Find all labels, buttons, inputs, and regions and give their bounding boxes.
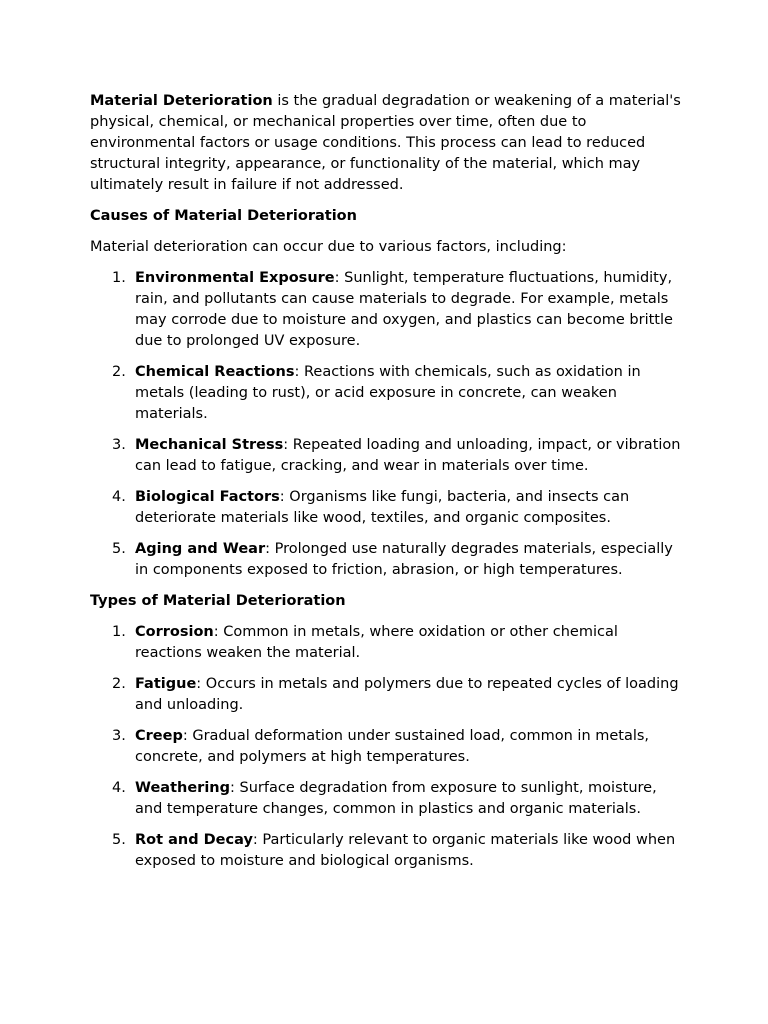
- intro-text: is the gradual degradation or weakening of a material's physical, chemical, or mechanical properties over time, often due to environmental factors or usage conditions. This process can lead to reduced structural integrity, appearance, or functionality of the material, which may ultimately result in failure if not addressed.: [90, 93, 681, 193]
- list-item: [90, 830, 686, 872]
- list-item-term: Mechanical Stress: [135, 437, 284, 453]
- list-item-term: Biological Factors: [135, 489, 280, 505]
- list-item-term: Corrosion: [135, 624, 214, 640]
- list-item: [90, 539, 686, 581]
- list-item-text: : Common in metals, where oxidation or other chemical reactions weaken the material.: [135, 624, 618, 661]
- list-number: 2.: [112, 676, 126, 692]
- list-item-text: : Sunlight, temperature fluctuations, humidity, rain, and pollutants can cause materials to degrade. For example, metals may corrode due to moisture and oxygen, and plastics can become brittle due to prolonged UV exposure.: [135, 270, 673, 349]
- list-number: 1.: [112, 624, 126, 640]
- list-item-term: Aging and Wear: [135, 541, 266, 557]
- list-item: [90, 362, 686, 425]
- causes-list: [90, 268, 686, 581]
- list-item-text: : Occurs in metals and polymers due to repeated cycles of loading and unloading.: [135, 676, 679, 713]
- causes-heading: Causes of Material Deterioration: [90, 208, 357, 224]
- list-item-text: : Gradual deformation under sustained load, common in metals, concrete, and polymers at high temperatures.: [135, 728, 650, 765]
- list-item-term: Chemical Reactions: [135, 364, 295, 380]
- types-heading: Types of Material Deterioration: [90, 593, 346, 609]
- list-item: [90, 268, 686, 352]
- list-number: 3.: [112, 437, 126, 453]
- list-item-text: : Prolonged use naturally degrades materials, especially in components exposed to friction, abrasion, or high temperatures.: [135, 541, 673, 578]
- list-item-term: Rot and Decay: [135, 832, 253, 848]
- list-number: 5.: [112, 832, 126, 848]
- list-item-text: : Surface degradation from exposure to sunlight, moisture, and temperature changes, common in plastics and organic materials.: [135, 780, 657, 817]
- list-item-term: Creep: [135, 728, 183, 744]
- list-number: 4.: [112, 780, 126, 796]
- list-item-text: : Reactions with chemicals, such as oxidation in metals (leading to rust), or acid exposure in concrete, can weaken materials.: [135, 364, 641, 422]
- list-item-text: : Repeated loading and unloading, impact, or vibration can lead to fatigue, cracking, and wear in materials over time.: [135, 437, 681, 474]
- intro-term: Material Deterioration: [90, 93, 273, 109]
- list-number: 1.: [112, 270, 126, 286]
- list-item: [90, 487, 686, 529]
- list-item: [90, 622, 686, 664]
- list-item: [90, 674, 686, 716]
- list-item-term: Environmental Exposure: [135, 270, 335, 286]
- list-item-text: : Particularly relevant to organic materials like wood when exposed to moisture and biological organisms.: [135, 832, 676, 869]
- types-list: [90, 622, 686, 872]
- intro-paragraph: [90, 91, 686, 196]
- list-item-text: : Organisms like fungi, bacteria, and insects can deteriorate materials like wood, textiles, and organic composites.: [135, 489, 630, 526]
- list-item: [90, 778, 686, 820]
- list-item-term: Fatigue: [135, 676, 197, 692]
- list-number: 3.: [112, 728, 126, 744]
- list-number: 4.: [112, 489, 126, 505]
- list-item: [90, 726, 686, 768]
- list-item: [90, 435, 686, 477]
- list-item-term: Weathering: [135, 780, 231, 796]
- document-page: [90, 91, 686, 882]
- list-number: 5.: [112, 541, 126, 557]
- list-number: 2.: [112, 364, 126, 380]
- causes-lead: Material deterioration can occur due to various factors, including:: [90, 239, 567, 255]
